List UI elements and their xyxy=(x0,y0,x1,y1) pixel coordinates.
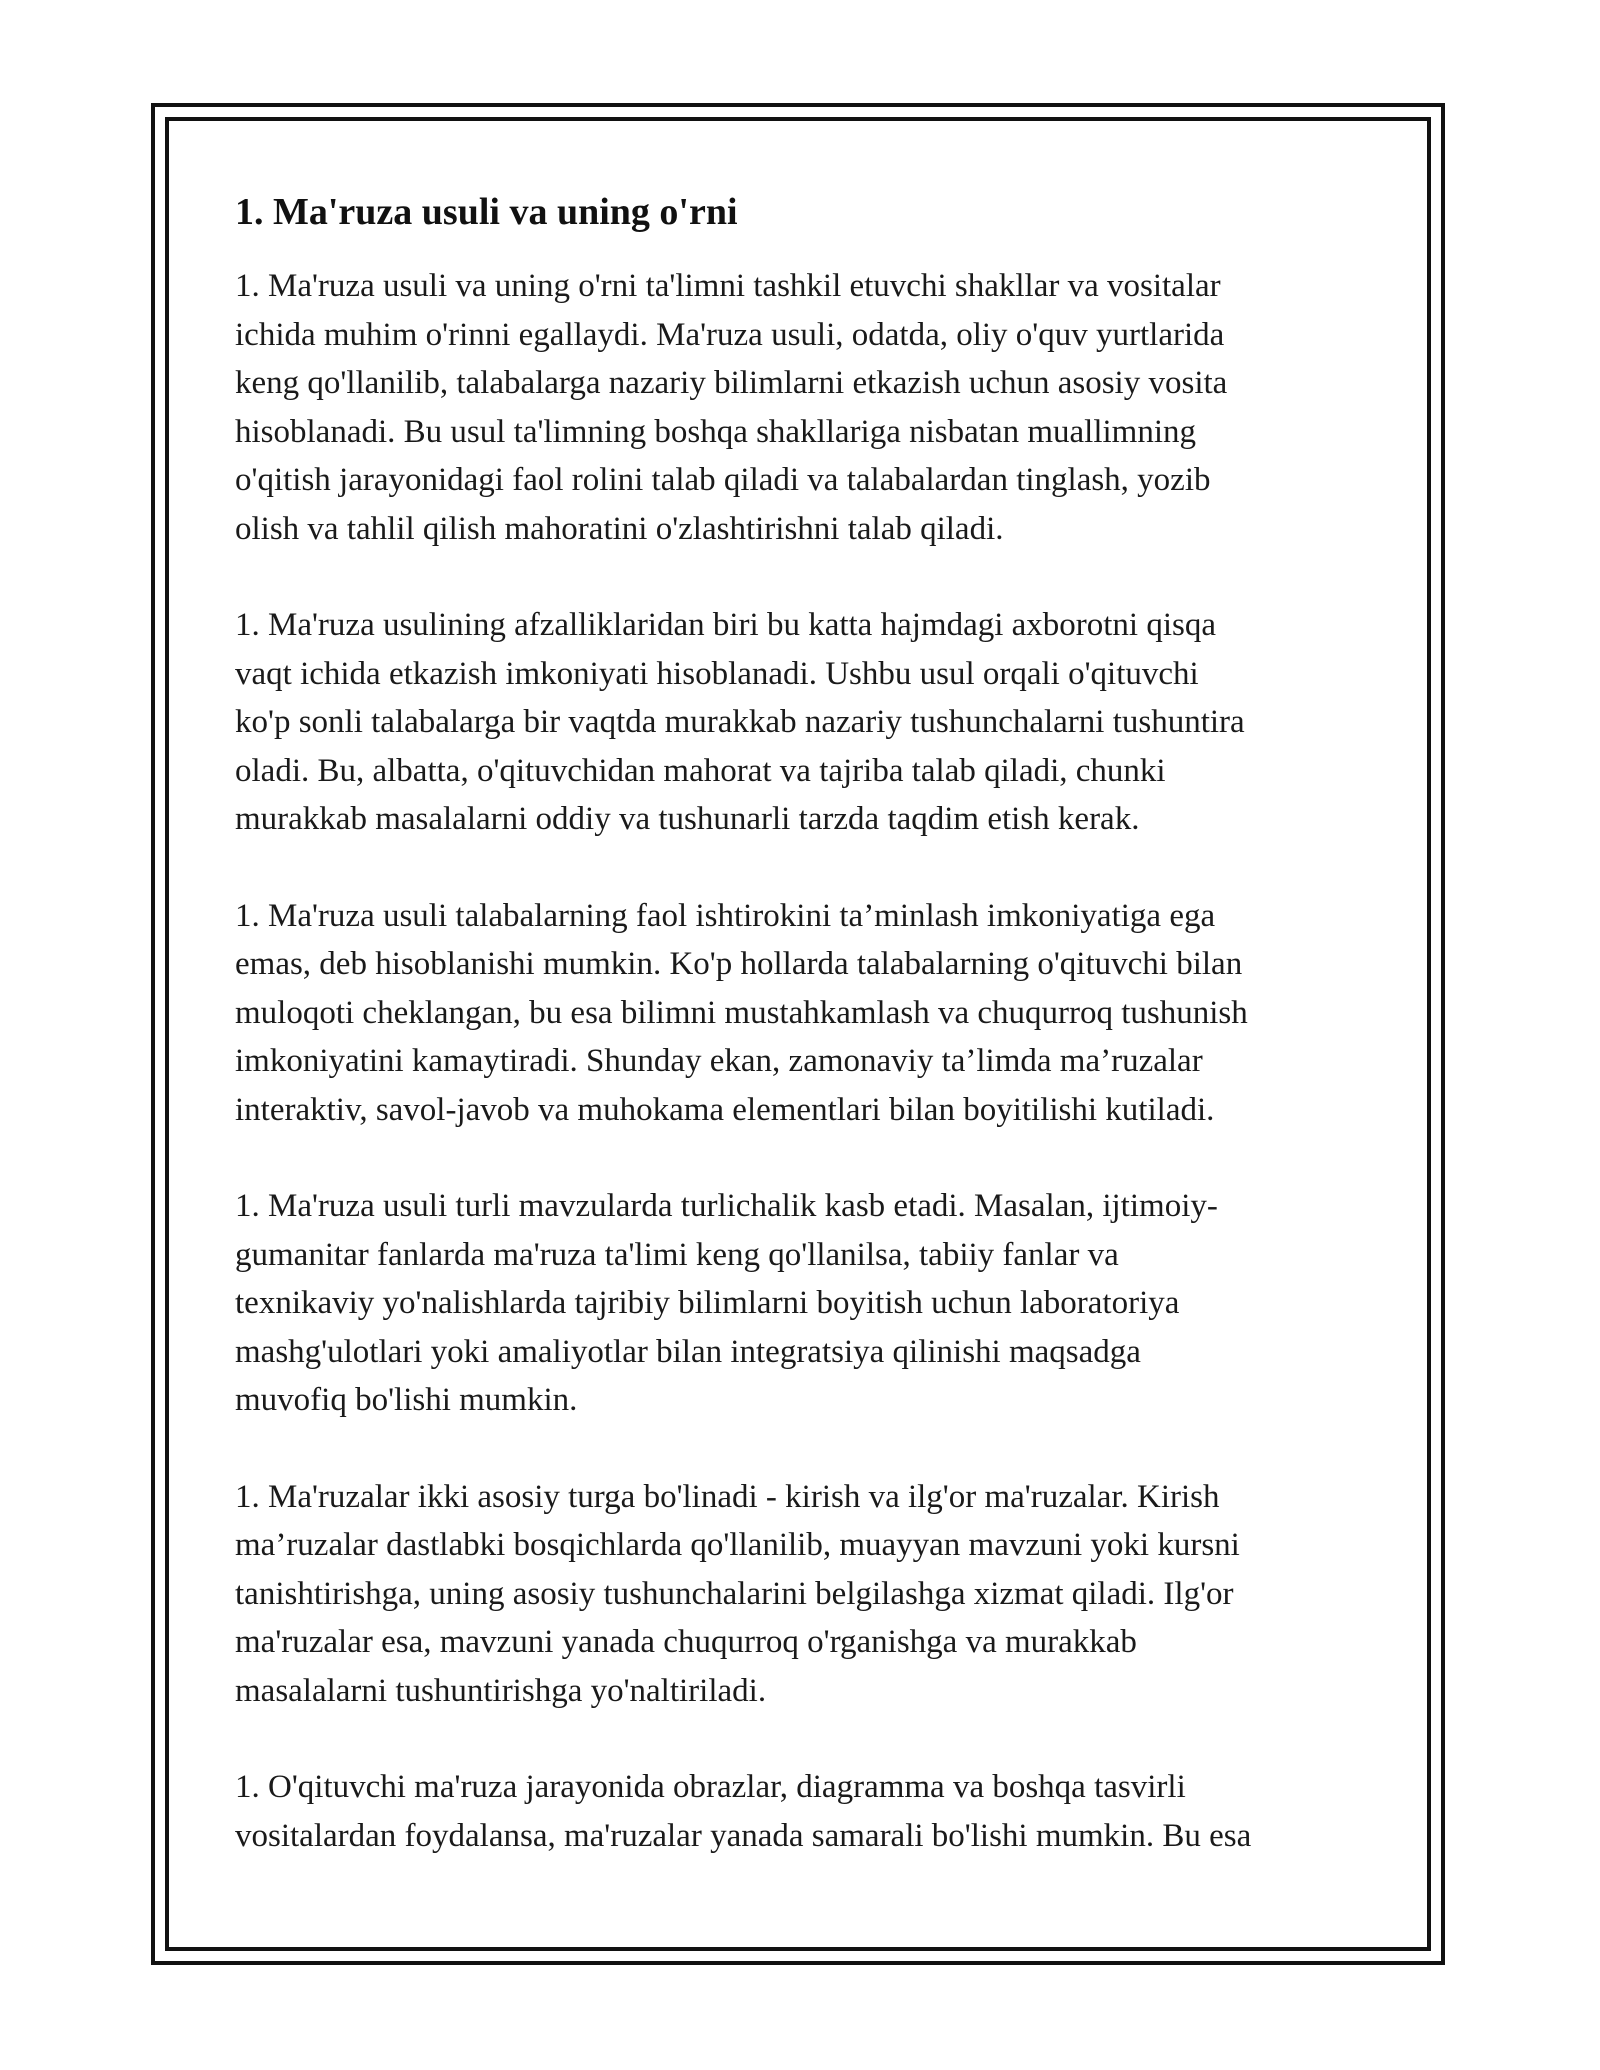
paragraph-2 xyxy=(235,601,1375,844)
paragraph-6 xyxy=(235,1763,1375,1860)
paragraph-line: masalalarni tushuntirishga yo'naltiriladi. xyxy=(235,1672,767,1709)
paragraph-line: muvofiq bo'lishi mumkin. xyxy=(235,1382,578,1418)
paragraph-line: ma'ruzalar esa, mavzuni yanada chuqurroq o'rganishga va murakkab xyxy=(235,1624,1137,1660)
paragraph-line: hisoblanadi. Bu usul ta'limning boshqa shakllariga nisbatan muallimning xyxy=(235,413,1196,450)
paragraph-line: 1. Ma'ruza usuli va uning o'rni ta'limni tashkil etuvchi shakllar va vositalar xyxy=(235,268,1221,304)
paragraph-4 xyxy=(235,1182,1375,1425)
paragraph-line: 1. Ma'ruza usuli talabalarning faol ishtirokini ta’minlash imkoniyatiga ega xyxy=(235,897,1216,934)
paragraph-3 xyxy=(235,892,1375,1135)
paragraph-line: 1. O'qituvchi ma'ruza jarayonida obrazlar, diagramma va boshqa tasvirli xyxy=(235,1769,1186,1805)
paragraph-line: emas, deb hisoblanishi mumkin. Ko'p hollarda talabalarning o'qituvchi bilan xyxy=(235,946,1243,982)
paragraph-line: mashg'ulotlari yoki amaliyotlar bilan integratsiya qilinishi maqsadga xyxy=(235,1333,1141,1370)
paragraph-line: muloqoti cheklangan, bu esa bilimni mustahkamlash va chuqurroq tushunish xyxy=(235,994,1248,1031)
paragraph-line: oladi. Bu, albatta, o'qituvchidan mahorat va tajriba talab qiladi, chunki xyxy=(235,752,1166,789)
paragraph-line: ma’ruzalar dastlabki bosqichlarda qo'llanilib, muayyan mavzuni yoki kursni xyxy=(235,1527,1240,1563)
paragraph-1 xyxy=(235,262,1375,553)
paragraph-line: ko'p sonli talabalarga bir vaqtda murakkab nazariy tushunchalarni tushuntira xyxy=(235,704,1245,740)
paragraph-line: interaktiv, savol-javob va muhokama elementlari bilan boyitilishi kutiladi. xyxy=(235,1091,1215,1128)
paragraph-line: imkoniyatini kamaytiradi. Shunday ekan, zamonaviy ta’limda ma’ruzalar xyxy=(235,1043,1203,1079)
paragraph-line: gumanitar fanlarda ma'ruza ta'limi keng qo'llanilsa, tabiiy fanlar va xyxy=(235,1236,1119,1273)
paragraph-line: olish va tahlil qilish mahoratini o'zlashtirishni talab qiladi. xyxy=(235,510,1004,547)
paragraph-line: vaqt ichida etkazish imkoniyati hisoblanadi. Ushbu usul orqali o'qituvchi xyxy=(235,655,1199,692)
document-body xyxy=(235,190,1375,1908)
paragraph-5 xyxy=(235,1473,1375,1716)
paragraph-line: murakkab masalalarni oddiy va tushunarli tarzda taqdim etish kerak. xyxy=(235,801,1140,837)
paragraph-line: texnikaviy yo'nalishlarda tajribiy bilimlarni boyitish uchun laboratoriya xyxy=(235,1285,1180,1321)
paragraph-line: 1. Ma'ruzalar ikki asosiy turga bo'linadi - kirish va ilg'or ma'ruzalar. Kirish xyxy=(235,1478,1220,1515)
paragraph-line: o'qitish jarayonidagi faol rolini talab qiladi va talabalardan tinglash, yozib xyxy=(235,462,1211,498)
paragraph-line: ichida muhim o'rinni egallaydi. Ma'ruza usuli, odatda, oliy o'quv yurtlarida xyxy=(235,316,1225,353)
paragraph-line: tanishtirishga, uning asosiy tushunchalarini belgilashga xizmat qiladi. Ilg'or xyxy=(235,1575,1234,1612)
paragraph-line: 1. Ma'ruza usulining afzalliklaridan biri bu katta hajmdagi axborotni qisqa xyxy=(235,607,1217,643)
document-title: 1. Ma'ruza usuli va uning o'rni xyxy=(235,191,738,233)
paragraph-line: 1. Ma'ruza usuli turli mavzularda turlichalik kasb etadi. Masalan, ijtimoiy- xyxy=(235,1188,1218,1224)
paragraph-line: vositalardan foydalansa, ma'ruzalar yanada samarali bo'lishi mumkin. Bu esa xyxy=(235,1817,1252,1854)
paragraph-line: keng qo'llanilib, talabalarga nazariy bilimlarni etkazish uchun asosiy vosita xyxy=(235,365,1228,401)
